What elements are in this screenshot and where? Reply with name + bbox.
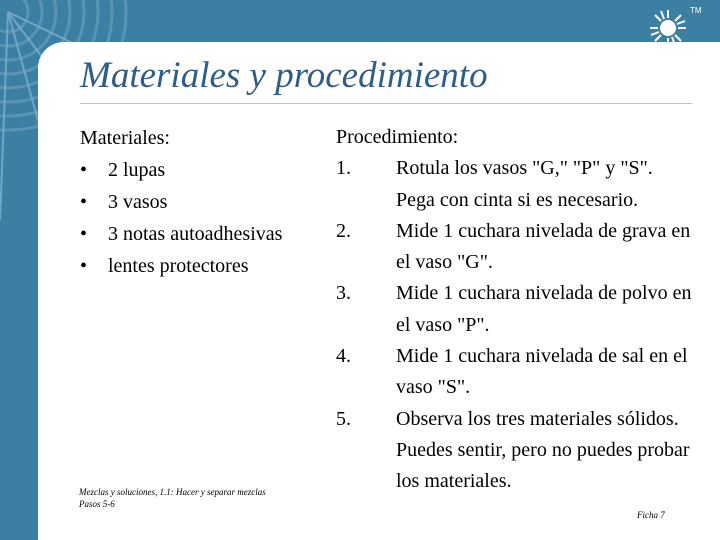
procedure-step: 1. Rotula los vasos "G," "P" y "S". Pega con cinta si es necesario.: [336, 157, 653, 211]
procedure-heading: Procedimiento:: [336, 126, 459, 148]
trademark-label: TM: [690, 6, 702, 15]
procedure-step: 5. Observa los tres materiales sólidos. Puedes sentir, pero no puedes probar los materiales.: [336, 407, 690, 493]
logo-text: FOSS: [648, 49, 688, 65]
list-item: • lentes protectores: [80, 255, 249, 277]
procedure-step: 4. Mide 1 cuchara nivelada de sal en el vaso "S".: [336, 345, 688, 399]
list-item: • 2 lupas: [80, 159, 166, 181]
foss-sun-logo-icon: [642, 4, 694, 66]
footer-citation: [79, 486, 266, 510]
title-divider: [80, 103, 692, 104]
list-item: • 3 notas autoadhesivas: [80, 223, 283, 245]
page-label: Ficha 7: [637, 510, 665, 520]
footer-line: Mezclas y soluciones, 1.1: Hacer y separar mezclas: [79, 487, 266, 497]
procedure-list: [336, 122, 696, 498]
materials-list: [80, 122, 282, 282]
materials-heading: Materiales:: [80, 127, 170, 149]
list-item: • 3 vasos: [80, 191, 168, 213]
procedure-step: 3. Mide 1 cuchara nivelada de polvo en el vaso "P".: [336, 282, 692, 336]
procedure-step: 2. Mide 1 cuchara nivelada de grava en el vaso "G".: [336, 219, 691, 274]
footer-line: Pasos 5-6: [79, 499, 115, 509]
page-title: Materiales y procedimiento: [80, 55, 488, 96]
